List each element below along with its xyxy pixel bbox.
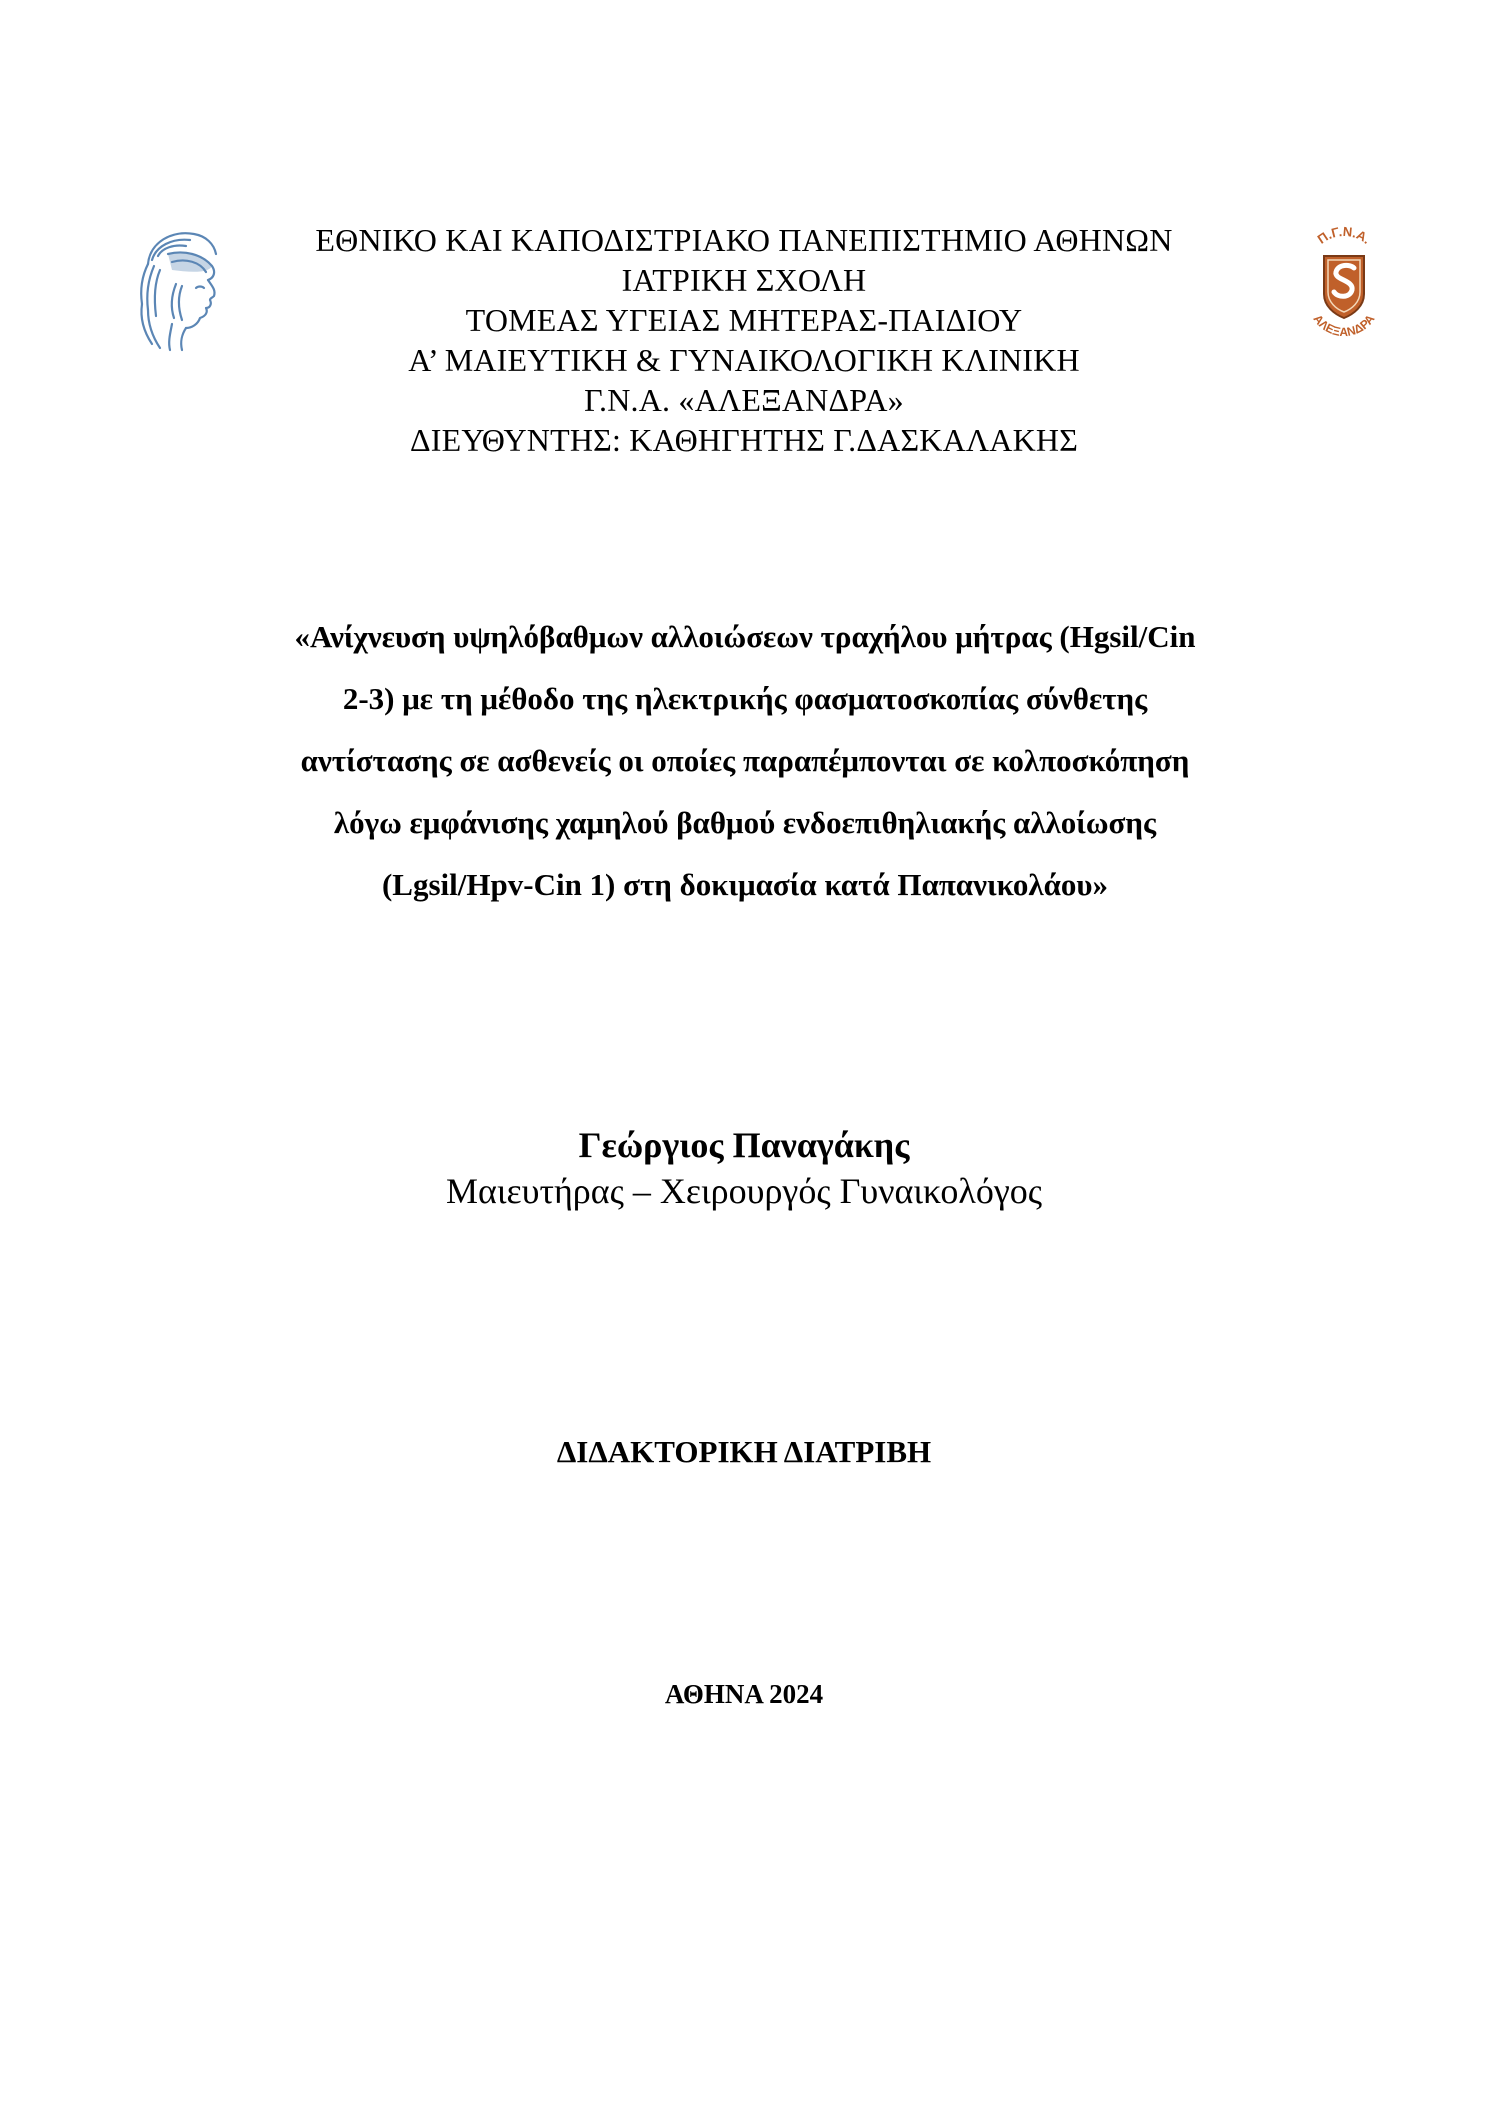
author-role: Μαιευτήρας – Χειρουργός Γυναικολόγος: [445, 1171, 1043, 1211]
title-line-4: λόγω εμφάνισης χαμηλού βαθμού ενδοεπιθηλιακής αλλοίωσης: [333, 805, 1157, 840]
header-line-clinic: Α’ ΜΑΙΕΥΤΙΚΗ & ΓΥΝΑΙΚΟΛΟΓΙΚΗ ΚΛΙΝΙΚΗ: [408, 342, 1080, 378]
title-line-2: 2-3) με τη μέθοδο της ηλεκτρικής φασματοσκοπίας σύνθετης: [342, 681, 1148, 716]
emblem-bottom-text: ΑΛΕΞΑΝΔΡΑ: [1310, 311, 1378, 340]
emblem-top-text: Π.Γ.Ν.Α.: [1314, 226, 1374, 247]
header-line-school: ΙΑΤΡΙΚΗ ΣΧΟΛΗ: [621, 262, 867, 298]
document-type: ΔΙΔΑΚΤΟΡΙΚΗ ΔΙΑΤΡΙΒΗ: [556, 1434, 932, 1469]
thesis-title: [180, 606, 1310, 916]
author-name: Γεώργιος Παναγάκης: [578, 1125, 910, 1165]
header-line-hospital: Γ.Ν.Α. «ΑΛΕΞΑΝΔΡΑ»: [584, 382, 904, 418]
header-line-university: ΕΘΝΙΚΟ ΚΑΙ ΚΑΠΟΔΙΣΤΡΙΑΚΟ ΠΑΝΕΠΙΣΤΗΜΙΟ ΑΘΗΝΩΝ: [315, 222, 1173, 258]
title-line-5: (Lgsil/Hpv-Cin 1) στη δοκιμασία κατά Παπανικολάου»: [381, 867, 1109, 902]
title-line-1: «Ανίχνευση υψηλόβαθμων αλλοιώσεων τραχήλου μήτρας (Hgsil/Cin: [294, 619, 1196, 654]
header-line-sector: ΤΟΜΕΑΣ ΥΓΕΙΑΣ ΜΗΤΕΡΑΣ-ΠΑΙΔΙΟΥ: [465, 302, 1023, 338]
title-line-3: αντίστασης σε ασθενείς οι οποίες παραπέμπονται σε κολποσκόπηση: [300, 743, 1190, 778]
header-line-director: ΔΙΕΥΘΥΝΤΗΣ: ΚΑΘΗΓΗΤΗΣ Γ.ΔΑΣΚΑΛΑΚΗΣ: [409, 422, 1079, 458]
institution-header: [0, 220, 1488, 460]
place-date: ΑΘΗΝΑ 2024: [664, 1679, 824, 1709]
author-block: [0, 1122, 1488, 1214]
